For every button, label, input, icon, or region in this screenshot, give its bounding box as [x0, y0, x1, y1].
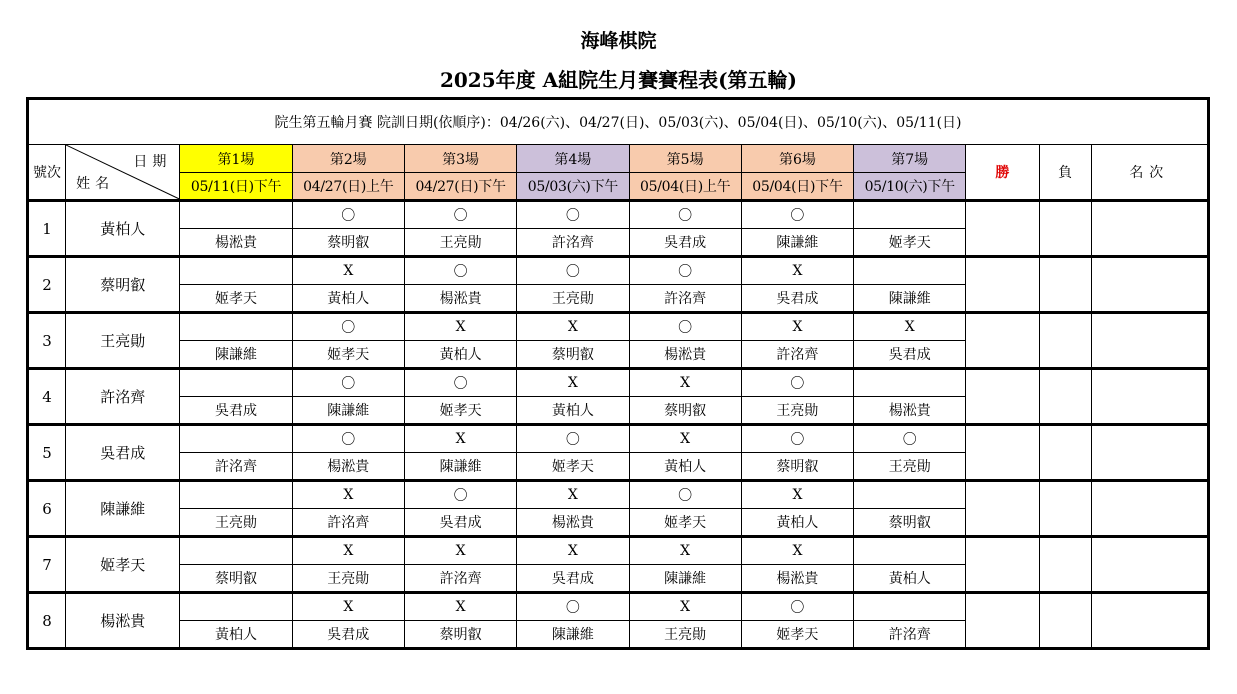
- opponent-cell: 許洺齊: [629, 285, 741, 313]
- lose-cell: [1039, 313, 1091, 369]
- player-row: [28, 257, 1209, 285]
- win-cell: [966, 369, 1039, 425]
- opponent-cell: 許洺齊: [404, 565, 516, 593]
- result-cell: [180, 369, 292, 397]
- opponent-cell: 吳君成: [180, 397, 292, 425]
- opponent-cell: 黃柏人: [629, 453, 741, 481]
- result-cell: [180, 257, 292, 285]
- result-cell: 〇: [292, 313, 404, 341]
- opponent-cell: 姬孝天: [854, 229, 966, 257]
- result-cell: [854, 537, 966, 565]
- opponent-cell: 黃柏人: [292, 285, 404, 313]
- opponent-cell: 姬孝天: [517, 453, 629, 481]
- result-cell: 〇: [741, 201, 853, 229]
- player-number: 8: [28, 593, 66, 649]
- lose-cell: [1039, 425, 1091, 481]
- opponent-cell: 蔡明叡: [517, 341, 629, 369]
- opponent-cell: 楊淞貴: [292, 453, 404, 481]
- page-title: 海峰棋院: [580, 30, 657, 52]
- result-cell: X: [741, 481, 853, 509]
- win-cell: [966, 313, 1039, 369]
- result-cell: X: [629, 593, 741, 621]
- opponent-cell: 楊淞貴: [517, 509, 629, 537]
- opponent-cell: 王亮勛: [180, 509, 292, 537]
- result-cell: X: [292, 593, 404, 621]
- round-date-6: 05/04(日)下午: [741, 173, 853, 201]
- player-number: 7: [28, 537, 66, 593]
- opponent-cell: 姬孝天: [741, 621, 853, 649]
- lose-cell: [1039, 369, 1091, 425]
- result-cell: [854, 369, 966, 397]
- opponent-cell: 許洺齊: [517, 229, 629, 257]
- result-cell: X: [629, 537, 741, 565]
- opponent-cell: 楊淞貴: [404, 285, 516, 313]
- opponent-cell: 蔡明叡: [854, 509, 966, 537]
- rank-cell: [1091, 369, 1208, 425]
- player-row: [28, 537, 1209, 565]
- win-cell: [966, 481, 1039, 537]
- opponent-cell: 蔡明叡: [741, 453, 853, 481]
- result-cell: [180, 593, 292, 621]
- opponent-cell: 姬孝天: [292, 341, 404, 369]
- opponent-cell: 姬孝天: [404, 397, 516, 425]
- opponent-cell: 陳謙維: [292, 397, 404, 425]
- win-cell: [966, 593, 1039, 649]
- round-label-3: 第3場: [404, 145, 516, 173]
- player-number: 6: [28, 481, 66, 537]
- result-cell: 〇: [741, 593, 853, 621]
- result-cell: X: [517, 537, 629, 565]
- result-cell: 〇: [292, 425, 404, 453]
- opponent-cell: 蔡明叡: [404, 621, 516, 649]
- result-cell: [180, 537, 292, 565]
- opponent-cell: 許洺齊: [292, 509, 404, 537]
- result-cell: [854, 257, 966, 285]
- result-cell: [854, 201, 966, 229]
- opponent-cell: 王亮勛: [292, 565, 404, 593]
- opponent-cell: 蔡明叡: [629, 397, 741, 425]
- win-cell: [966, 425, 1039, 481]
- opponent-cell: 黃柏人: [854, 565, 966, 593]
- player-number: 5: [28, 425, 66, 481]
- opponent-cell: 蔡明叡: [180, 565, 292, 593]
- result-cell: X: [517, 481, 629, 509]
- player-name: 許洺齊: [66, 369, 180, 425]
- result-cell: X: [854, 313, 966, 341]
- player-name: 陳謙維: [66, 481, 180, 537]
- header-name-label: 姓名: [76, 176, 115, 192]
- result-cell: X: [741, 537, 853, 565]
- result-cell: X: [404, 313, 516, 341]
- header-win: 勝: [966, 145, 1039, 201]
- player-row: [28, 313, 1209, 341]
- header-rank: 名次: [1091, 145, 1208, 201]
- result-cell: 〇: [629, 257, 741, 285]
- opponent-cell: 吳君成: [292, 621, 404, 649]
- opponent-cell: 陳謙維: [741, 229, 853, 257]
- result-cell: 〇: [292, 201, 404, 229]
- round-label-7: 第7場: [854, 145, 966, 173]
- result-cell: [180, 481, 292, 509]
- player-name: 楊淞貴: [66, 593, 180, 649]
- result-cell: [854, 481, 966, 509]
- rank-cell: [1091, 257, 1208, 313]
- player-number: 1: [28, 201, 66, 257]
- result-cell: X: [292, 257, 404, 285]
- opponent-cell: 楊淞貴: [854, 397, 966, 425]
- opponent-cell: 吳君成: [629, 229, 741, 257]
- lose-cell: [1039, 201, 1091, 257]
- result-cell: X: [292, 537, 404, 565]
- result-cell: [180, 313, 292, 341]
- result-cell: X: [404, 425, 516, 453]
- header-lose: 負: [1039, 145, 1091, 201]
- result-cell: 〇: [404, 257, 516, 285]
- result-cell: X: [741, 257, 853, 285]
- round-date-4: 05/03(六)下午: [517, 173, 629, 201]
- result-cell: 〇: [629, 481, 741, 509]
- player-row: [28, 425, 1209, 453]
- training-dates-line: 院生第五輪月賽 院訓日期(依順序)：04/26(六)、04/27(日)、05/03(六)、05/04(日)、05/10(六)、05/11(日): [28, 99, 1209, 145]
- lose-cell: [1039, 257, 1091, 313]
- player-name: 姬孝天: [66, 537, 180, 593]
- opponent-cell: 楊淞貴: [180, 229, 292, 257]
- opponent-cell: 黃柏人: [517, 397, 629, 425]
- player-name: 吳君成: [66, 425, 180, 481]
- round-date-5: 05/04(日)上午: [629, 173, 741, 201]
- round-label-6: 第6場: [741, 145, 853, 173]
- lose-cell: [1039, 593, 1091, 649]
- lose-cell: [1039, 537, 1091, 593]
- rank-cell: [1091, 481, 1208, 537]
- result-cell: X: [629, 425, 741, 453]
- opponent-cell: 王亮勛: [517, 285, 629, 313]
- player-number: 3: [28, 313, 66, 369]
- result-cell: X: [517, 313, 629, 341]
- opponent-cell: 蔡明叡: [292, 229, 404, 257]
- opponent-cell: 黃柏人: [741, 509, 853, 537]
- round-date-2: 04/27(日)上午: [292, 173, 404, 201]
- player-row: [28, 201, 1209, 229]
- result-cell: [180, 425, 292, 453]
- result-cell: 〇: [404, 201, 516, 229]
- opponent-cell: 許洺齊: [180, 453, 292, 481]
- opponent-cell: 黃柏人: [404, 341, 516, 369]
- player-number: 4: [28, 369, 66, 425]
- result-cell: X: [404, 593, 516, 621]
- result-cell: X: [741, 313, 853, 341]
- round-label-4: 第4場: [517, 145, 629, 173]
- lose-cell: [1039, 481, 1091, 537]
- result-cell: 〇: [404, 369, 516, 397]
- result-cell: 〇: [517, 593, 629, 621]
- result-cell: [180, 201, 292, 229]
- header-num: 號次: [28, 145, 66, 201]
- opponent-cell: 陳謙維: [629, 565, 741, 593]
- player-row: [28, 593, 1209, 621]
- result-cell: 〇: [854, 425, 966, 453]
- header-date-label: 日期: [133, 154, 172, 170]
- rank-cell: [1091, 313, 1208, 369]
- result-cell: 〇: [517, 201, 629, 229]
- opponent-cell: 吳君成: [404, 509, 516, 537]
- player-row: [28, 369, 1209, 397]
- opponent-cell: 陳謙維: [517, 621, 629, 649]
- opponent-cell: 陳謙維: [180, 341, 292, 369]
- round-label-2: 第2場: [292, 145, 404, 173]
- result-cell: X: [404, 537, 516, 565]
- rank-cell: [1091, 593, 1208, 649]
- round-date-1: 05/11(日)下午: [180, 173, 292, 201]
- result-cell: 〇: [517, 425, 629, 453]
- win-cell: [966, 201, 1039, 257]
- opponent-cell: 吳君成: [517, 565, 629, 593]
- result-cell: 〇: [741, 369, 853, 397]
- opponent-cell: 楊淞貴: [741, 565, 853, 593]
- opponent-cell: 黃柏人: [180, 621, 292, 649]
- opponent-cell: 姬孝天: [180, 285, 292, 313]
- result-cell: 〇: [629, 313, 741, 341]
- opponent-cell: 王亮勛: [404, 229, 516, 257]
- opponent-cell: 許洺齊: [741, 341, 853, 369]
- player-name: 蔡明叡: [66, 257, 180, 313]
- opponent-cell: 陳謙維: [854, 285, 966, 313]
- schedule-subtitle: 2025年度 A組院生月賽賽程表(第五輪): [439, 68, 798, 92]
- rank-cell: [1091, 201, 1208, 257]
- result-cell: 〇: [629, 201, 741, 229]
- win-cell: [966, 537, 1039, 593]
- player-name: 黃柏人: [66, 201, 180, 257]
- result-cell: X: [629, 369, 741, 397]
- round-date-7: 05/10(六)下午: [854, 173, 966, 201]
- player-name: 王亮勛: [66, 313, 180, 369]
- opponent-cell: 王亮勛: [854, 453, 966, 481]
- opponent-cell: 許洺齊: [854, 621, 966, 649]
- opponent-cell: 姬孝天: [629, 509, 741, 537]
- result-cell: 〇: [292, 369, 404, 397]
- player-row: [28, 481, 1209, 509]
- opponent-cell: 楊淞貴: [629, 341, 741, 369]
- win-cell: [966, 257, 1039, 313]
- opponent-cell: 吳君成: [741, 285, 853, 313]
- result-cell: 〇: [741, 425, 853, 453]
- result-cell: 〇: [404, 481, 516, 509]
- rank-cell: [1091, 425, 1208, 481]
- opponent-cell: 王亮勛: [629, 621, 741, 649]
- result-cell: [854, 593, 966, 621]
- round-date-3: 04/27(日)下午: [404, 173, 516, 201]
- round-label-1: 第1場: [180, 145, 292, 173]
- player-number: 2: [28, 257, 66, 313]
- opponent-cell: 吳君成: [854, 341, 966, 369]
- opponent-cell: 王亮勛: [741, 397, 853, 425]
- result-cell: 〇: [517, 257, 629, 285]
- rank-cell: [1091, 537, 1208, 593]
- result-cell: X: [292, 481, 404, 509]
- round-label-5: 第5場: [629, 145, 741, 173]
- schedule-table: [26, 97, 1210, 650]
- header-date-name-diagonal: [66, 145, 180, 201]
- opponent-cell: 陳謙維: [404, 453, 516, 481]
- result-cell: X: [517, 369, 629, 397]
